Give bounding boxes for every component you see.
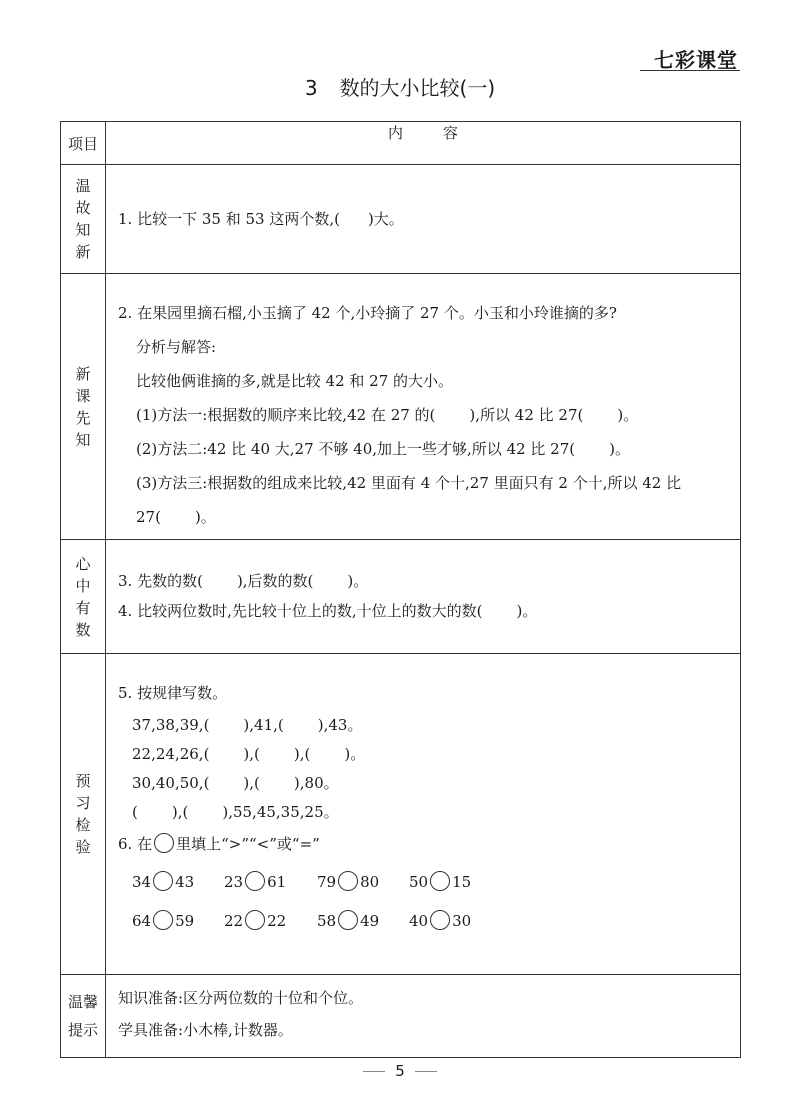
method-1: (1)方法一:根据数的顺序来比较,42 在 27 的( ),所以 42 比 27( )。 — [136, 406, 639, 424]
section-tips-label-1: 温馨 — [67, 993, 98, 1011]
table-header-row — [61, 122, 741, 165]
compare-item: 23 61 — [224, 873, 287, 891]
section-tips-content — [106, 975, 741, 1058]
page-footer — [0, 1062, 800, 1080]
header-item-cell — [61, 122, 106, 165]
section-new-row — [61, 274, 741, 540]
method-2: (2)方法二:42 比 40 大,27 不够 40,加上一些才够,所以 42 比 27( )。 — [136, 440, 630, 458]
question-3: 3. 先数的数( ),后数的数( )。 — [118, 572, 369, 590]
section-review-content — [106, 165, 741, 274]
compare-item: 64 59 — [132, 912, 195, 930]
section-preview-label-cell — [61, 654, 106, 975]
footer-dash — [363, 1071, 385, 1072]
section-new-label-cell — [61, 274, 106, 540]
answer-circle[interactable] — [338, 871, 358, 891]
sequence-4: ( ),( ),55,45,35,25。 — [132, 803, 339, 821]
header-content: 内容 — [106, 122, 741, 165]
question-4: 4. 比较两位数时,先比较十位上的数,十位上的数大的数( )。 — [118, 602, 538, 620]
lesson-title: 数的大小比较(一) — [339, 76, 496, 100]
sequence-3: 30,40,50,( ),( ),80。 — [132, 774, 339, 792]
section-review-label: 温故知新 — [75, 177, 91, 261]
brand-underline — [640, 70, 740, 71]
section-tips-row — [61, 975, 741, 1058]
question-6: 6. 在 里填上“>”“<”或“=” — [118, 835, 320, 853]
method-3: (3)方法三:根据数的组成来比较,42 里面有 4 个十,27 里面只有 2 个十,所以 42 比 — [136, 474, 682, 492]
compare-item: 40 30 — [409, 912, 472, 930]
section-review-row — [61, 165, 741, 274]
compare-item: 34 43 — [132, 873, 195, 891]
answer-circle[interactable] — [430, 871, 450, 891]
question-5: 5. 按规律写数。 — [118, 684, 228, 702]
header-item: 项目 — [67, 134, 98, 153]
footer-dash — [415, 1071, 437, 1072]
section-new-label: 新课先知 — [75, 364, 91, 449]
tools-prep: 学具准备:小木棒,计数器。 — [118, 1021, 293, 1039]
section-tips-label-2: 提示 — [67, 1021, 98, 1039]
answer-circle[interactable] — [338, 910, 358, 930]
sequence-2: 22,24,26,( ),( ),( )。 — [132, 745, 366, 763]
section-new-content — [106, 274, 741, 540]
page-title — [0, 72, 800, 101]
analysis-heading: 分析与解答: — [136, 338, 217, 356]
section-heart-row — [61, 540, 741, 654]
section-preview-content — [106, 654, 741, 975]
lesson-number: 3 — [304, 76, 318, 100]
answer-circle[interactable] — [245, 871, 265, 891]
lesson-table — [60, 121, 741, 1058]
method-3-continued: 27( )。 — [136, 508, 216, 526]
page-number: 5 — [395, 1062, 405, 1080]
compare-item: 50 15 — [409, 873, 472, 891]
section-review-label-cell — [61, 165, 106, 274]
section-preview-row — [61, 654, 741, 975]
compare-item: 22 22 — [224, 912, 287, 930]
section-heart-label: 心中有数 — [75, 554, 91, 639]
section-heart-content — [106, 540, 741, 654]
knowledge-prep: 知识准备:区分两位数的十位和个位。 — [118, 989, 364, 1007]
brand-logo: 七彩课堂 — [654, 48, 738, 72]
analysis-intro: 比较他俩谁摘的多,就是比较 42 和 27 的大小。 — [136, 372, 454, 390]
compare-item: 79 80 — [317, 873, 380, 891]
answer-circle[interactable] — [153, 871, 173, 891]
section-tips-label-cell — [61, 975, 106, 1058]
sequence-1: 37,38,39,( ),41,( ),43。 — [132, 716, 363, 734]
circle-icon — [154, 833, 174, 853]
answer-circle[interactable] — [430, 910, 450, 930]
section-preview-label: 预习检验 — [75, 772, 91, 856]
answer-circle[interactable] — [153, 910, 173, 930]
question-1: 1. 比较一下 35 和 53 这两个数,( )大。 — [118, 210, 404, 228]
compare-item: 58 49 — [317, 912, 380, 930]
answer-circle[interactable] — [245, 910, 265, 930]
question-2: 2. 在果园里摘石榴,小玉摘了 42 个,小玲摘了 27 个。小玉和小玲谁摘的多? — [118, 304, 617, 322]
section-heart-label-cell — [61, 540, 106, 654]
